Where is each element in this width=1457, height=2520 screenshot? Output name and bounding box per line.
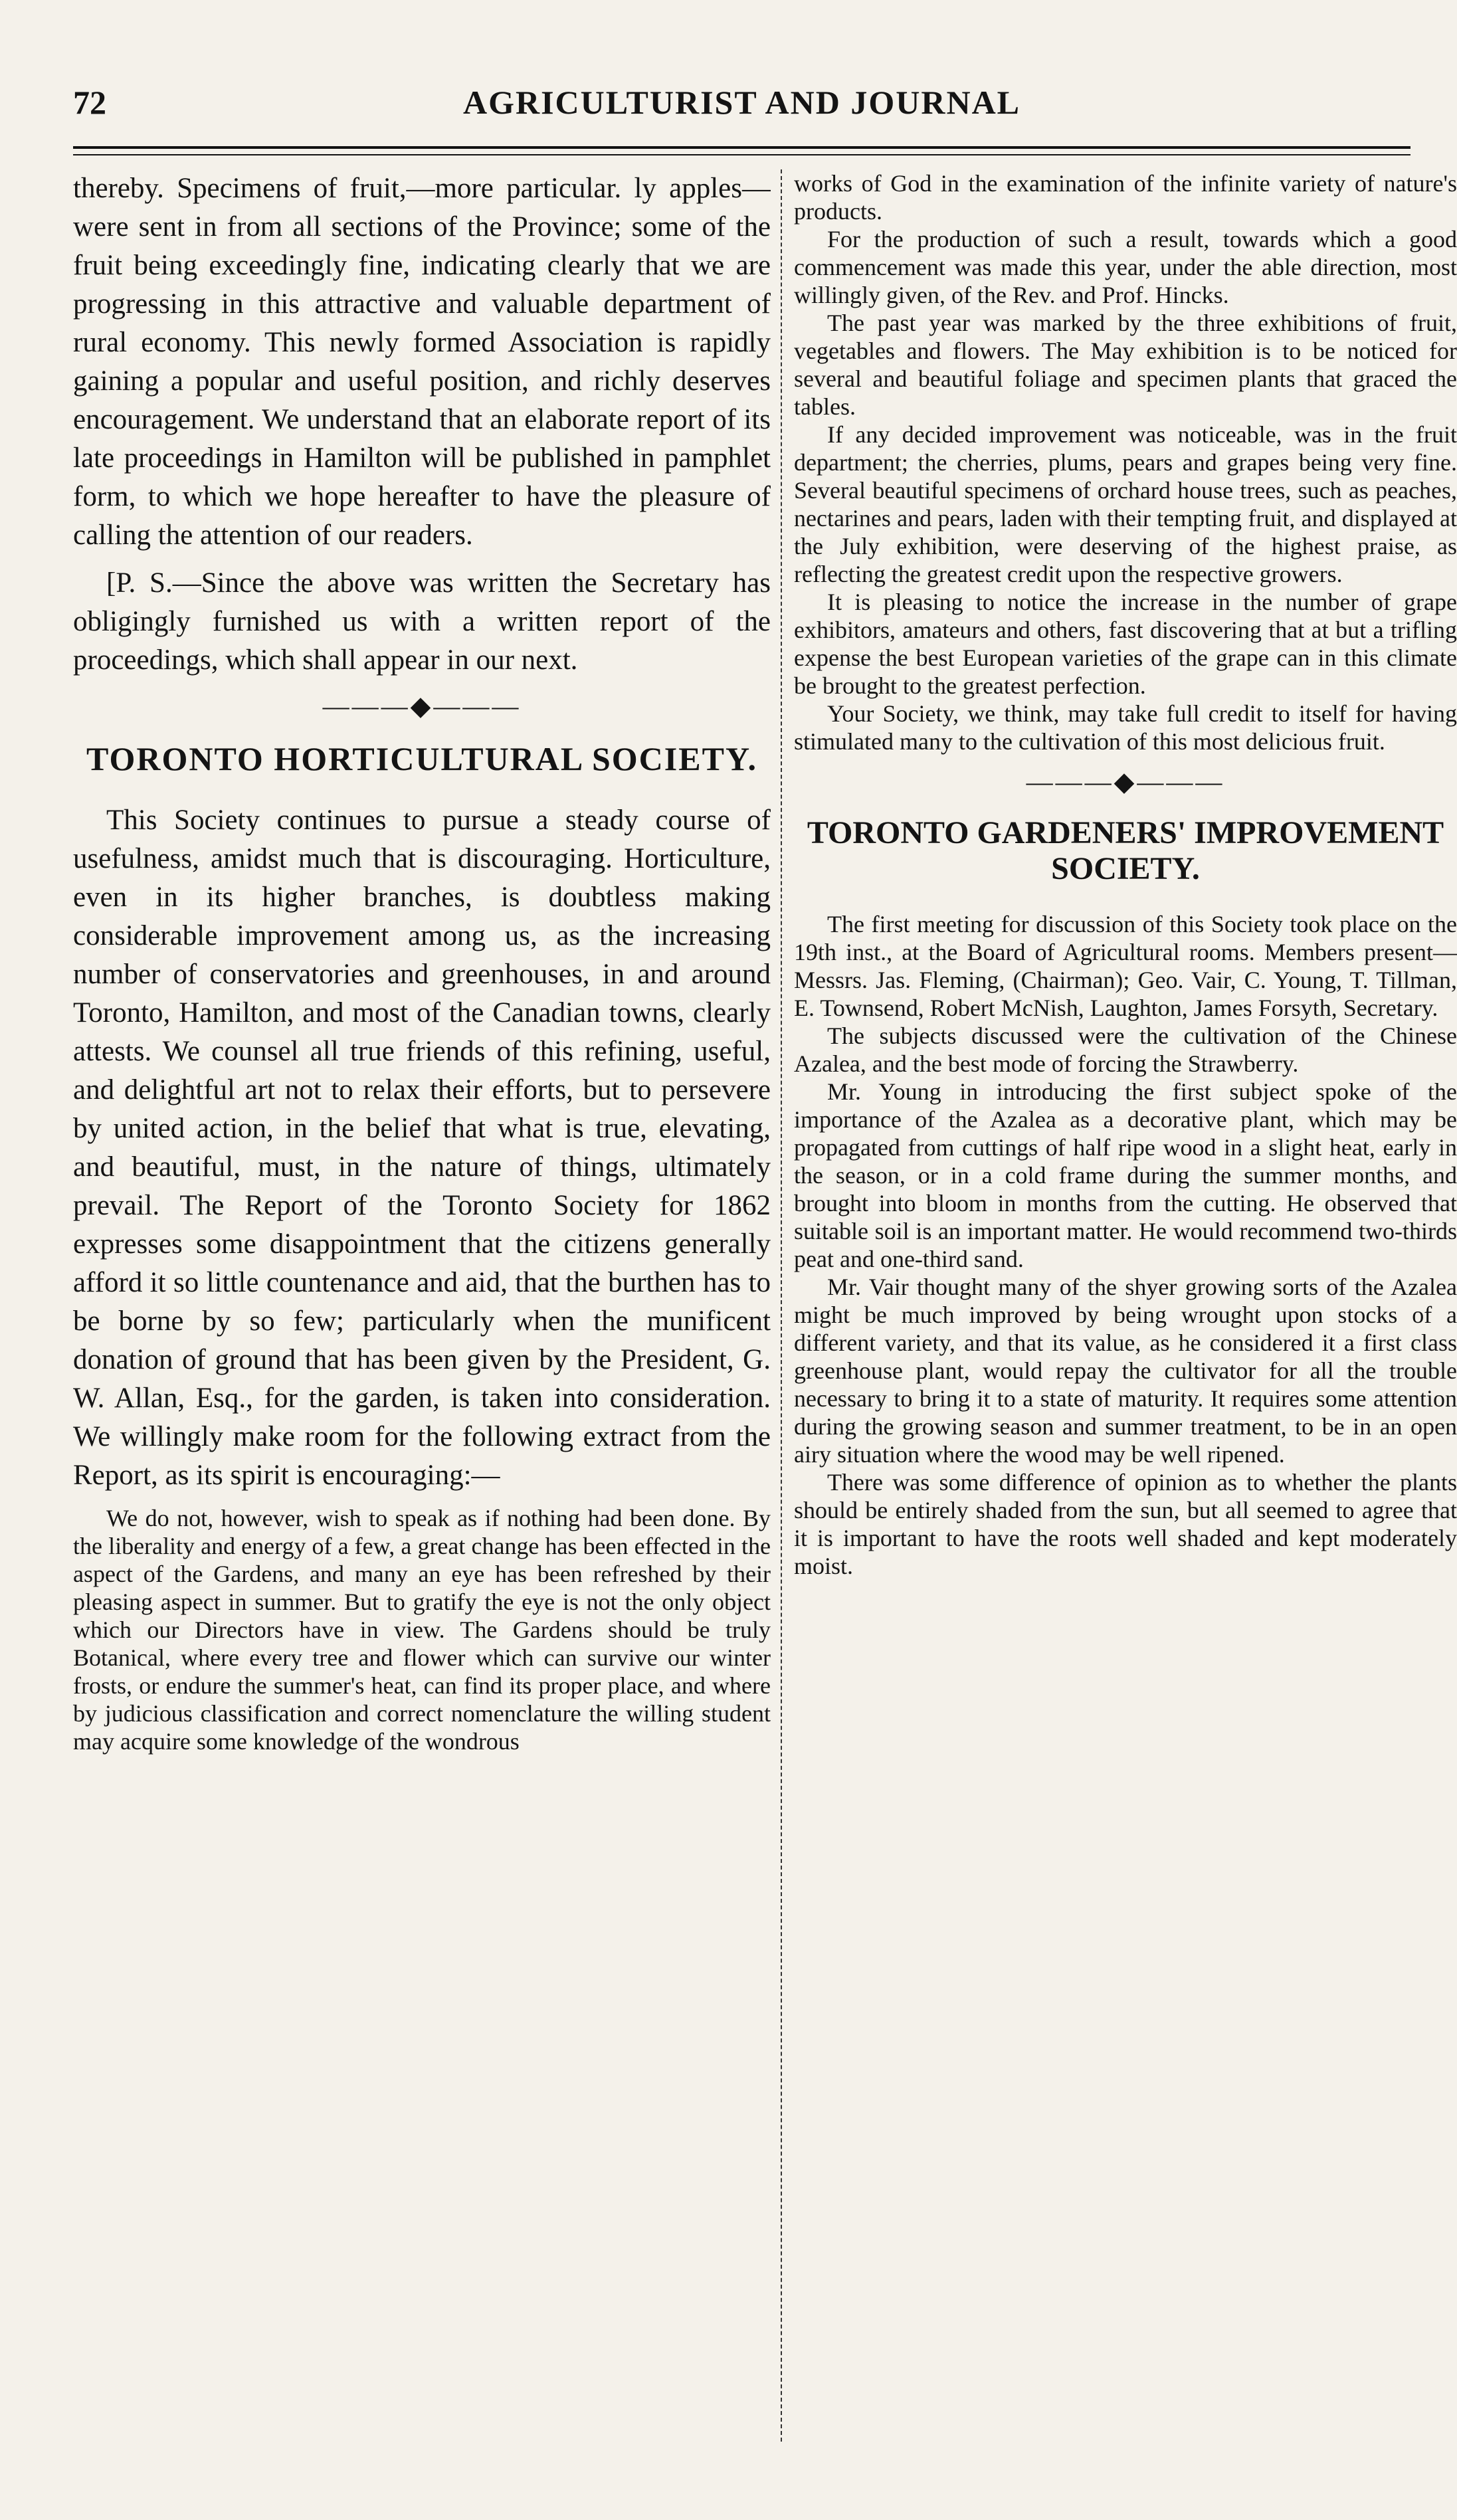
- right-paragraph: There was some difference of opinion as to whether the plants should be entirely shaded from the sun, but all seemed to agree that it is important to have the roots well shaded and kept moderately moist.: [794, 1469, 1457, 1579]
- running-head: AGRICULTURIST AND JOURNAL: [462, 84, 1021, 121]
- quoted-extract: We do not, however, wish to speak as if nothing had been done. By the liberality and energy of a few, a great change has been effected in the aspect of the Gardens, and many an eye has been refreshed by their pleasing aspect in summer. But to gratify the eye is not the only object which our Directors have in view. The Gardens should be truly Botanical, where every tree and flower which can survive our winter frosts, or endure the summer's heat, can find its proper place, and where by judicious classification and correct nomenclature the willing student may acquire some knowledge of the wondrous: [73, 1505, 771, 1755]
- right-paragraph: Mr. Vair thought many of the shyer growing sorts of the Azalea might be much improved by being wrought upon stocks of a different variety, and that its value, as he considered it a first class greenhouse plant, would repay the cultivator for all the trouble necessary to bring it to a state of maturity. It requires some attention during the growing season and summer treatment, to be in an open airy situation where the wood may be well ripened.: [794, 1274, 1457, 1468]
- right-paragraph: If any decided improvement was noticeable, was in the fruit department; the cherries, plums, pears and grapes being very fine. Several beautiful specimens of orchard house trees, such as peaches, nectarines and pears, laden with their tempting fruit, and displayed at the July exhibition, were deserving of the highest praise, as reflecting the greatest credit upon the respective growers.: [794, 421, 1457, 587]
- header-rule-thin: [73, 154, 1410, 155]
- left-paragraph: thereby. Specimens of fruit,—more particular. ly apples—were sent in from all sections of the Province; some of the fruit being exceedingly fine, indicating clearly that we are progressing in this attractive and valuable department of rural economy. This newly formed Association is rapidly gaining a popular and useful position, and richly deserves encouragement. We understand that an elaborate report of its late proceedings in Hamilton will be published in pamphlet form, to which we hope hereafter to have the pleasure of calling the attention of our readers.: [73, 173, 771, 551]
- left-paragraph: [P. S.—Since the above was written the Secretary has obligingly furnished us with a written report of the proceedings, which shall appear in our next.: [73, 567, 771, 676]
- page-header: [73, 83, 1410, 136]
- right-paragraph: Mr. Young in introducing the first subject spoke of the importance of the Azalea as a decorative plant, which may be propagated from cuttings of half ripe wood in a slight heat, early in the season, or in a cold frame during the summer months, and brought into bloom in months from the cutting. He observed that suitable soil is an important matter. He would recommend two-thirds peat and one-third sand.: [794, 1078, 1457, 1272]
- section-separator: ———◆———: [322, 691, 522, 721]
- right-paragraph: The subjects discussed were the cultivation of the Chinese Azalea, and the best mode of forcing the Strawberry.: [794, 1022, 1457, 1077]
- left-paragraph: This Society continues to pursue a steady course of usefulness, amidst much that is discouraging. Horticulture, even in its higher branches, is doubtless making considerable improvement among us, as the increasing number of conservatories and greenhouses, in and around Toronto, Hamilton, and most of the Canadian towns, clearly attests. We counsel all true friends of this refining, useful, and delightful art not to relax their efforts, but to persevere by united action, in the belief that what is true, elevating, and beautiful, must, in the nature of things, ultimately prevail. The Report of the Toronto Society for 1862 expresses some disappointment that the citizens generally afford it so little countenance and aid, that the burthen has to be borne by so few; particularly when the munificent donation of ground that has been given by the President, G. W. Allan, Esq., for the garden, is taken into consideration. We willingly make room for the following extract from the Report, as its spirit is encouraging:—: [73, 805, 771, 1491]
- right-paragraph: For the production of such a result, towards which a good commencement was made this year, under the able direction, most willingly given, of the Rev. and Prof. Hincks.: [794, 226, 1457, 308]
- page-number: 72: [73, 84, 106, 121]
- section-heading: TORONTO HORTICULTURAL SOCIETY.: [86, 740, 757, 777]
- right-column: [794, 169, 1457, 2495]
- section-separator: ———◆———: [1026, 767, 1225, 797]
- right-paragraph: The past year was marked by the three exhibitions of fruit, vegetables and flowers. The May exhibition is to be noticed for several and beautiful foliage and specimen plants that graced the tables.: [794, 310, 1457, 420]
- left-column: [73, 169, 771, 2495]
- right-paragraph: The first meeting for discussion of this Society took place on the 19th inst., at the Board of Agricultural rooms. Members present—Messrs. Jas. Fleming, (Chairman); Geo. Vair, C. Young, T. Tillman, E. Townsend, Robert McNish, Laughton, James Forsyth, Secretary.: [794, 911, 1457, 1021]
- right-paragraph: Your Society, we think, may take full credit to itself for having stimulated many to the cultivation of this most delicious fruit.: [794, 700, 1457, 755]
- column-divider: [781, 169, 782, 2442]
- section-heading: TORONTO GARDENERS' IMPROVEMENT SOCIETY.: [807, 815, 1444, 886]
- header-rule: [73, 146, 1410, 149]
- right-paragraph: It is pleasing to notice the increase in the number of grape exhibitors, amateurs and others, fast discovering that at but a trifling expense the best European varieties of the grape can in this climate be brought to the greatest perfection.: [794, 589, 1457, 699]
- right-paragraph: works of God in the examination of the infinite variety of nature's products.: [794, 170, 1457, 225]
